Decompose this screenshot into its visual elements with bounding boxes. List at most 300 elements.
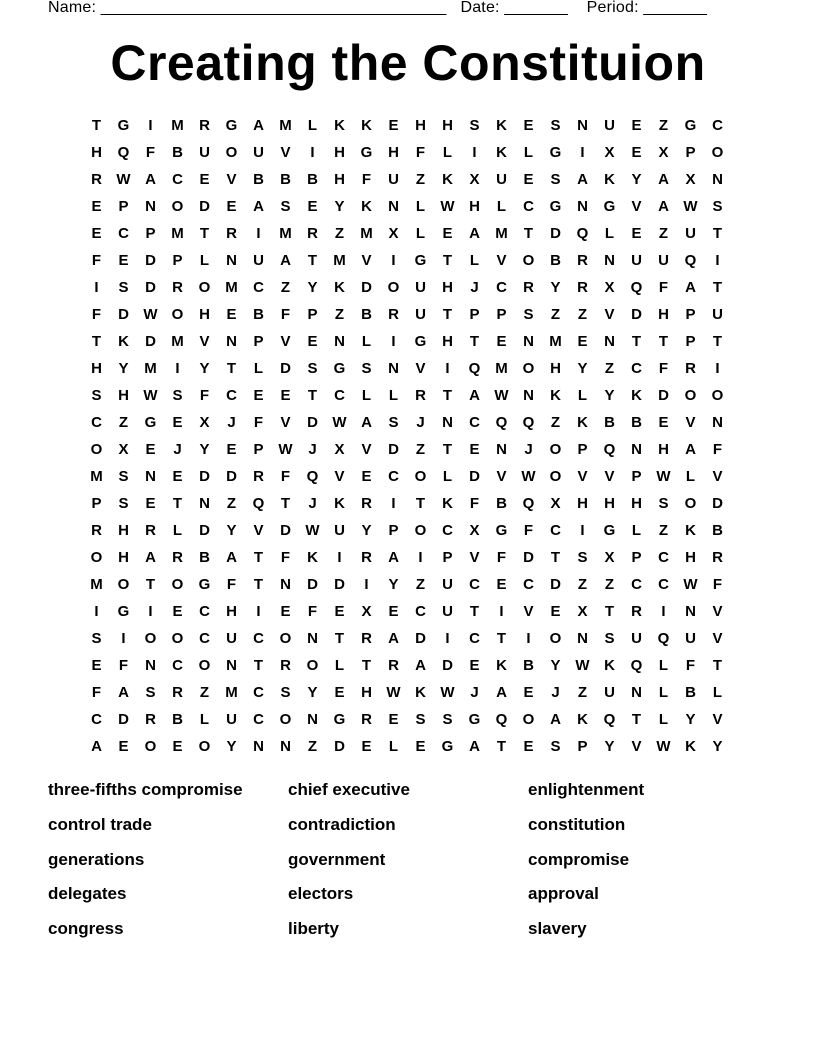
grid-letter[interactable]: H <box>442 117 453 134</box>
grid-letter[interactable]: P <box>307 306 318 323</box>
grid-letter[interactable]: C <box>712 117 723 134</box>
grid-letter[interactable]: C <box>469 576 480 593</box>
grid-letter[interactable]: R <box>388 306 399 323</box>
grid-letter[interactable]: E <box>361 468 372 485</box>
grid-letter[interactable]: F <box>415 144 426 161</box>
grid-letter[interactable]: B <box>523 657 534 674</box>
grid-letter[interactable]: T <box>172 495 183 512</box>
grid-letter[interactable]: G <box>333 711 346 728</box>
grid-letter[interactable]: T <box>712 657 723 674</box>
grid-letter[interactable]: Z <box>334 225 345 242</box>
grid-letter[interactable]: K <box>334 495 345 512</box>
grid-letter[interactable]: K <box>361 198 372 215</box>
grid-letter[interactable]: M <box>90 576 103 593</box>
grid-letter[interactable]: Y <box>388 576 399 593</box>
grid-letter[interactable]: Q <box>495 414 508 431</box>
grid-letter[interactable]: V <box>631 198 642 215</box>
grid-letter[interactable]: U <box>253 144 264 161</box>
grid-letter[interactable]: V <box>631 738 642 755</box>
grid-letter[interactable]: N <box>631 684 642 701</box>
grid-letter[interactable]: M <box>144 360 157 377</box>
grid-letter[interactable]: C <box>226 387 237 404</box>
grid-letter[interactable]: C <box>631 576 642 593</box>
grid-letter[interactable]: T <box>658 333 669 350</box>
grid-letter[interactable]: I <box>310 144 315 161</box>
grid-letter[interactable]: Z <box>658 225 669 242</box>
grid-letter[interactable]: F <box>280 306 291 323</box>
grid-letter[interactable]: K <box>685 522 696 539</box>
grid-letter[interactable]: T <box>496 630 507 647</box>
grid-letter[interactable]: L <box>712 684 723 701</box>
grid-letter[interactable]: I <box>715 252 720 269</box>
grid-letter[interactable]: I <box>580 522 585 539</box>
grid-letter[interactable]: M <box>360 225 373 242</box>
grid-letter[interactable]: P <box>631 549 642 566</box>
grid-letter[interactable]: F <box>199 387 210 404</box>
grid-letter[interactable]: O <box>549 441 562 458</box>
grid-letter[interactable]: C <box>658 549 669 566</box>
grid-letter[interactable]: M <box>225 279 238 296</box>
grid-letter[interactable]: M <box>90 468 103 485</box>
grid-letter[interactable]: K <box>334 117 345 134</box>
grid-letter[interactable]: S <box>388 414 399 431</box>
grid-letter[interactable]: H <box>415 117 426 134</box>
grid-letter[interactable]: E <box>388 117 399 134</box>
grid-letter[interactable]: B <box>253 171 264 188</box>
grid-letter[interactable]: D <box>145 333 156 350</box>
grid-letter[interactable]: M <box>171 117 184 134</box>
grid-letter[interactable]: A <box>469 225 480 242</box>
grid-letter[interactable]: N <box>307 711 318 728</box>
grid-letter[interactable]: Z <box>226 495 237 512</box>
grid-letter[interactable]: Z <box>307 738 318 755</box>
grid-letter[interactable]: L <box>361 333 372 350</box>
grid-letter[interactable]: V <box>361 441 372 458</box>
grid-letter[interactable]: E <box>91 657 102 674</box>
grid-letter[interactable]: F <box>226 576 237 593</box>
grid-letter[interactable]: Q <box>495 711 508 728</box>
grid-letter[interactable]: H <box>685 549 696 566</box>
grid-letter[interactable]: E <box>280 387 291 404</box>
grid-letter[interactable]: H <box>226 603 237 620</box>
grid-letter[interactable]: E <box>658 414 669 431</box>
grid-letter[interactable]: X <box>604 144 615 161</box>
grid-letter[interactable]: S <box>658 495 669 512</box>
grid-letter[interactable]: J <box>524 441 533 458</box>
grid-letter[interactable]: D <box>280 360 291 377</box>
grid-letter[interactable]: H <box>91 144 102 161</box>
grid-letter[interactable]: E <box>307 198 318 215</box>
grid-letter[interactable]: T <box>415 495 426 512</box>
grid-letter[interactable]: J <box>470 684 479 701</box>
grid-letter[interactable]: C <box>91 711 102 728</box>
grid-letter[interactable]: S <box>145 684 156 701</box>
grid-letter[interactable]: W <box>386 684 401 701</box>
grid-letter[interactable]: F <box>685 657 696 674</box>
grid-letter[interactable]: A <box>658 171 669 188</box>
grid-letter[interactable]: P <box>631 468 642 485</box>
grid-letter[interactable]: C <box>388 468 399 485</box>
grid-letter[interactable]: P <box>172 252 183 269</box>
grid-letter[interactable]: U <box>631 630 642 647</box>
grid-letter[interactable]: K <box>334 279 345 296</box>
grid-letter[interactable]: D <box>118 711 129 728</box>
grid-letter[interactable]: E <box>334 603 345 620</box>
grid-letter[interactable]: S <box>469 117 480 134</box>
grid-letter[interactable]: L <box>361 387 372 404</box>
grid-letter[interactable]: L <box>334 657 345 674</box>
grid-letter[interactable]: C <box>118 225 129 242</box>
grid-letter[interactable]: D <box>415 630 426 647</box>
grid-letter[interactable]: G <box>117 117 130 134</box>
grid-letter[interactable]: D <box>631 306 642 323</box>
grid-letter[interactable]: S <box>604 630 615 647</box>
grid-letter[interactable]: U <box>334 522 345 539</box>
grid-letter[interactable]: P <box>91 495 102 512</box>
grid-letter[interactable]: L <box>658 657 669 674</box>
grid-letter[interactable]: B <box>253 306 264 323</box>
grid-letter[interactable]: F <box>145 144 156 161</box>
grid-letter[interactable]: Y <box>631 171 642 188</box>
grid-letter[interactable]: D <box>199 468 210 485</box>
grid-letter[interactable]: R <box>172 549 183 566</box>
grid-letter[interactable]: G <box>549 198 562 215</box>
grid-letter[interactable]: P <box>577 738 588 755</box>
grid-letter[interactable]: N <box>577 630 588 647</box>
grid-letter[interactable]: X <box>469 171 480 188</box>
grid-letter[interactable]: C <box>469 630 480 647</box>
grid-letter[interactable]: X <box>388 225 399 242</box>
grid-letter[interactable]: N <box>604 333 615 350</box>
grid-letter[interactable]: H <box>118 522 129 539</box>
grid-letter[interactable]: T <box>469 333 480 350</box>
grid-letter[interactable]: G <box>414 333 427 350</box>
grid-letter[interactable]: Q <box>117 144 130 161</box>
grid-letter[interactable]: Y <box>199 441 210 458</box>
grid-letter[interactable]: J <box>470 279 479 296</box>
grid-letter[interactable]: H <box>550 360 561 377</box>
grid-letter[interactable]: E <box>523 684 534 701</box>
grid-letter[interactable]: B <box>361 306 372 323</box>
grid-letter[interactable]: O <box>387 279 400 296</box>
grid-letter[interactable]: D <box>712 495 723 512</box>
grid-letter[interactable]: A <box>226 549 237 566</box>
grid-letter[interactable]: H <box>199 306 210 323</box>
grid-letter[interactable]: O <box>684 387 697 404</box>
grid-letter[interactable]: I <box>121 630 126 647</box>
grid-letter[interactable]: Z <box>334 306 345 323</box>
grid-letter[interactable]: F <box>253 414 264 431</box>
grid-letter[interactable]: J <box>173 441 182 458</box>
grid-letter[interactable]: B <box>550 252 561 269</box>
grid-letter[interactable]: R <box>523 279 534 296</box>
grid-letter[interactable]: V <box>226 171 237 188</box>
grid-letter[interactable]: G <box>360 144 373 161</box>
grid-letter[interactable]: U <box>199 144 210 161</box>
grid-letter[interactable]: F <box>658 279 669 296</box>
grid-letter[interactable]: E <box>91 225 102 242</box>
grid-letter[interactable]: C <box>496 279 507 296</box>
grid-letter[interactable]: X <box>334 441 345 458</box>
grid-letter[interactable]: N <box>685 603 696 620</box>
grid-letter[interactable]: C <box>91 414 102 431</box>
grid-letter[interactable]: D <box>280 522 291 539</box>
grid-letter[interactable]: V <box>604 468 615 485</box>
grid-letter[interactable]: Y <box>577 360 588 377</box>
grid-letter[interactable]: J <box>308 441 317 458</box>
grid-letter[interactable]: J <box>227 414 236 431</box>
grid-letter[interactable]: G <box>495 522 508 539</box>
grid-letter[interactable]: I <box>256 603 261 620</box>
grid-letter[interactable]: B <box>604 414 615 431</box>
grid-letter[interactable]: U <box>712 306 723 323</box>
grid-letter[interactable]: O <box>225 144 238 161</box>
grid-letter[interactable]: N <box>280 738 291 755</box>
date-field[interactable]: Date: _______ <box>460 0 569 16</box>
grid-letter[interactable]: N <box>226 333 237 350</box>
grid-letter[interactable]: W <box>143 387 158 404</box>
grid-letter[interactable]: T <box>199 225 210 242</box>
grid-letter[interactable]: R <box>145 711 156 728</box>
grid-letter[interactable]: T <box>469 603 480 620</box>
grid-letter[interactable]: R <box>415 387 426 404</box>
grid-letter[interactable]: E <box>496 576 507 593</box>
grid-letter[interactable]: S <box>415 711 426 728</box>
grid-letter[interactable]: T <box>334 630 345 647</box>
grid-letter[interactable]: C <box>415 603 426 620</box>
grid-letter[interactable]: P <box>253 333 264 350</box>
grid-letter[interactable]: A <box>685 441 696 458</box>
grid-letter[interactable]: K <box>361 117 372 134</box>
grid-letter[interactable]: V <box>604 306 615 323</box>
grid-letter[interactable]: I <box>445 630 450 647</box>
grid-letter[interactable]: Z <box>415 576 426 593</box>
grid-letter[interactable]: E <box>631 225 642 242</box>
grid-letter[interactable]: I <box>175 360 180 377</box>
grid-letter[interactable]: O <box>171 198 184 215</box>
grid-letter[interactable]: X <box>577 603 588 620</box>
grid-letter[interactable]: Z <box>577 306 588 323</box>
grid-letter[interactable]: H <box>577 495 588 512</box>
grid-letter[interactable]: E <box>361 738 372 755</box>
grid-letter[interactable]: W <box>575 657 590 674</box>
grid-letter[interactable]: D <box>307 576 318 593</box>
grid-letter[interactable]: W <box>143 306 158 323</box>
grid-letter[interactable]: K <box>604 171 615 188</box>
grid-letter[interactable]: F <box>118 657 129 674</box>
grid-letter[interactable]: Y <box>550 279 561 296</box>
name-field[interactable]: Name: ______________________________________ <box>48 0 447 16</box>
grid-letter[interactable]: R <box>307 225 318 242</box>
grid-letter[interactable]: F <box>712 441 723 458</box>
grid-letter[interactable]: W <box>521 468 536 485</box>
grid-letter[interactable]: E <box>577 333 588 350</box>
grid-letter[interactable]: W <box>440 198 455 215</box>
grid-letter[interactable]: G <box>414 252 427 269</box>
grid-letter[interactable]: I <box>337 549 342 566</box>
grid-letter[interactable]: A <box>685 279 696 296</box>
grid-letter[interactable]: R <box>577 252 588 269</box>
grid-letter[interactable]: B <box>172 144 183 161</box>
grid-letter[interactable]: M <box>549 333 562 350</box>
grid-letter[interactable]: V <box>712 630 723 647</box>
grid-letter[interactable]: G <box>333 360 346 377</box>
grid-letter[interactable]: T <box>307 387 318 404</box>
grid-letter[interactable]: E <box>145 441 156 458</box>
grid-letter[interactable]: L <box>604 225 615 242</box>
grid-letter[interactable]: E <box>172 468 183 485</box>
grid-letter[interactable]: D <box>388 441 399 458</box>
grid-letter[interactable]: S <box>307 360 318 377</box>
grid-letter[interactable]: N <box>334 333 345 350</box>
grid-letter[interactable]: E <box>496 333 507 350</box>
grid-letter[interactable]: O <box>306 657 319 674</box>
grid-letter[interactable]: Z <box>280 279 291 296</box>
grid-letter[interactable]: E <box>226 306 237 323</box>
grid-letter[interactable]: P <box>118 198 129 215</box>
grid-letter[interactable]: L <box>172 522 183 539</box>
grid-letter[interactable]: D <box>199 522 210 539</box>
grid-letter[interactable]: Y <box>226 522 237 539</box>
grid-letter[interactable]: U <box>442 603 453 620</box>
grid-letter[interactable]: R <box>685 360 696 377</box>
grid-letter[interactable]: Q <box>630 657 643 674</box>
grid-letter[interactable]: N <box>712 414 723 431</box>
grid-letter[interactable]: G <box>603 198 616 215</box>
grid-letter[interactable]: A <box>550 711 561 728</box>
grid-letter[interactable]: C <box>631 360 642 377</box>
grid-letter[interactable]: G <box>603 522 616 539</box>
grid-letter[interactable]: N <box>145 657 156 674</box>
grid-letter[interactable]: Z <box>604 576 615 593</box>
grid-letter[interactable]: A <box>145 171 156 188</box>
grid-letter[interactable]: Z <box>118 414 129 431</box>
grid-letter[interactable]: C <box>550 522 561 539</box>
grid-letter[interactable]: Z <box>550 306 561 323</box>
grid-letter[interactable]: T <box>91 117 102 134</box>
grid-letter[interactable]: P <box>685 306 696 323</box>
grid-letter[interactable]: R <box>199 117 210 134</box>
grid-letter[interactable]: K <box>604 657 615 674</box>
grid-letter[interactable]: S <box>118 468 129 485</box>
grid-letter[interactable]: T <box>253 576 264 593</box>
grid-letter[interactable]: N <box>307 630 318 647</box>
grid-letter[interactable]: G <box>441 738 454 755</box>
grid-letter[interactable]: K <box>496 117 507 134</box>
grid-letter[interactable]: R <box>712 549 723 566</box>
grid-letter[interactable]: M <box>225 684 238 701</box>
grid-letter[interactable]: I <box>94 279 99 296</box>
grid-letter[interactable]: N <box>388 360 399 377</box>
grid-letter[interactable]: F <box>658 360 669 377</box>
grid-letter[interactable]: X <box>118 441 129 458</box>
grid-letter[interactable]: L <box>496 198 507 215</box>
grid-letter[interactable]: T <box>91 333 102 350</box>
grid-letter[interactable]: R <box>280 657 291 674</box>
grid-letter[interactable]: C <box>172 657 183 674</box>
grid-letter[interactable]: E <box>307 333 318 350</box>
grid-letter[interactable]: S <box>172 387 183 404</box>
grid-letter[interactable]: L <box>415 225 426 242</box>
grid-letter[interactable]: K <box>307 549 318 566</box>
grid-letter[interactable]: Z <box>199 684 210 701</box>
grid-letter[interactable]: W <box>278 441 293 458</box>
grid-letter[interactable]: O <box>198 279 211 296</box>
grid-letter[interactable]: T <box>280 495 291 512</box>
grid-letter[interactable]: K <box>442 495 453 512</box>
grid-letter[interactable]: R <box>577 279 588 296</box>
grid-letter[interactable]: O <box>117 576 130 593</box>
grid-letter[interactable]: P <box>469 306 480 323</box>
grid-letter[interactable]: T <box>523 225 534 242</box>
grid-letter[interactable]: A <box>91 738 102 755</box>
grid-letter[interactable]: E <box>388 603 399 620</box>
grid-letter[interactable]: F <box>280 468 291 485</box>
grid-letter[interactable]: I <box>391 333 396 350</box>
grid-letter[interactable]: I <box>499 603 504 620</box>
grid-letter[interactable]: D <box>361 279 372 296</box>
grid-letter[interactable]: D <box>145 279 156 296</box>
grid-letter[interactable]: Z <box>658 522 669 539</box>
grid-letter[interactable]: U <box>253 252 264 269</box>
grid-letter[interactable]: V <box>469 549 480 566</box>
grid-letter[interactable]: S <box>280 198 291 215</box>
grid-letter[interactable]: O <box>90 441 103 458</box>
grid-letter[interactable]: A <box>658 198 669 215</box>
grid-letter[interactable]: I <box>391 495 396 512</box>
grid-letter[interactable]: E <box>118 252 129 269</box>
grid-letter[interactable]: E <box>469 657 480 674</box>
grid-letter[interactable]: T <box>550 549 561 566</box>
grid-letter[interactable]: I <box>391 252 396 269</box>
grid-letter[interactable]: S <box>523 306 534 323</box>
grid-letter[interactable]: D <box>307 414 318 431</box>
grid-letter[interactable]: H <box>658 306 669 323</box>
grid-letter[interactable]: V <box>523 603 534 620</box>
grid-letter[interactable]: V <box>361 252 372 269</box>
grid-letter[interactable]: E <box>550 603 561 620</box>
grid-letter[interactable]: O <box>711 387 724 404</box>
grid-letter[interactable]: Z <box>577 684 588 701</box>
grid-letter[interactable]: H <box>388 144 399 161</box>
grid-letter[interactable]: F <box>469 495 480 512</box>
grid-letter[interactable]: I <box>472 144 477 161</box>
grid-letter[interactable]: S <box>712 198 723 215</box>
grid-letter[interactable]: K <box>496 657 507 674</box>
grid-letter[interactable]: D <box>658 387 669 404</box>
grid-letter[interactable]: T <box>631 333 642 350</box>
grid-letter[interactable]: Y <box>550 657 561 674</box>
grid-letter[interactable]: R <box>361 495 372 512</box>
grid-letter[interactable]: B <box>712 522 723 539</box>
grid-letter[interactable]: Y <box>118 360 129 377</box>
grid-letter[interactable]: F <box>523 522 534 539</box>
grid-letter[interactable]: E <box>523 738 534 755</box>
grid-letter[interactable]: L <box>631 522 642 539</box>
grid-letter[interactable]: N <box>523 387 534 404</box>
grid-letter[interactable]: I <box>715 360 720 377</box>
grid-letter[interactable]: V <box>280 144 291 161</box>
grid-letter[interactable]: G <box>198 576 211 593</box>
grid-letter[interactable]: M <box>495 225 508 242</box>
grid-letter[interactable]: D <box>442 657 453 674</box>
grid-letter[interactable]: X <box>658 144 669 161</box>
grid-letter[interactable]: W <box>656 738 671 755</box>
grid-letter[interactable]: B <box>685 684 696 701</box>
grid-letter[interactable]: E <box>442 225 453 242</box>
grid-letter[interactable]: F <box>307 603 318 620</box>
grid-letter[interactable]: H <box>604 495 615 512</box>
